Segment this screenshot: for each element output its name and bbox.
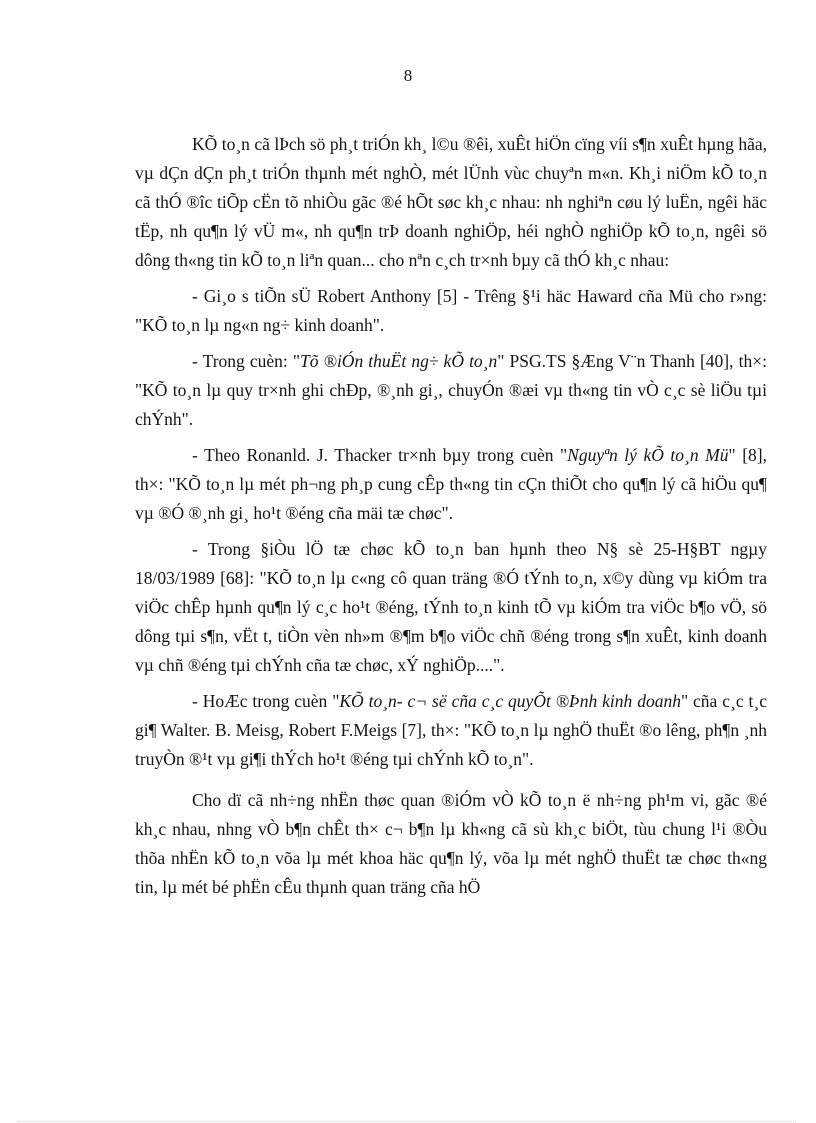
page-bottom-divider [18, 1121, 796, 1122]
paragraph-thacker [135, 441, 767, 528]
text-before-title: - Theo Ronanld. J. Thacker tr×nh bµy trong cuèn " [192, 445, 568, 465]
paragraph-regulation: - Trong §iÒu lÖ tæ chøc kÕ to¸n ban hµnh theo N§ sè 25-H§BT ngµy 18/03/1989 [68]: "KÕ to¸n lµ c«ng cô quan träng ®Ó tÝnh to¸n, x©y dùng vµ kiÓm tra viÖc chÊp hµnh qu¶n lý c¸c ho¹t ®éng, tÝnh to¸n kinh tÕ vµ kiÓm tra viÖc b¶o vÖ, sö dông tµi s¶n, vËt t, tiÒn vèn nh»m ®¶m b¶o viÖc chñ ®éng trong s¶n xuÊt, kinh doanh vµ chñ ®éng tµi chÝnh cña tæ chøc, xÝ nghiÖp....". [135, 539, 767, 675]
paragraph-intro: KÕ to¸n cã lÞch sö ph¸t triÓn kh¸ l©u ®êi, xuÊt hiÖn cïng víi s¶n xuÊt hµng hãa, vµ dÇn dÇn ph¸t triÓn thµnh mét nghÒ, mét lÜnh vùc chuyªn m«n. Kh¸i niÖm kÕ to¸n cã thÓ ®îc tiÕp cËn tõ nhiÒu gãc ®é hÕt søc kh¸c nhau: nh nghiªn cøu lý luËn, ngêi häc tËp, nh qu¶n lý vÜ m«, nh qu¶n trÞ doanh nghiÖp, héi nghÒ nghiÖp kÕ to¸n, ngêi sö dông th«ng tin kÕ to¸n liªn quan... cho nªn c¸ch tr×nh bµy cã thÓ kh¸c nhau: [135, 134, 767, 270]
text-after-title: " [8], th×: "KÕ to¸n lµ mét ph¬ng ph¸p cung cÊp th«ng tin cÇn thiÕt cho qu¶n lý cã hiÖu qu¶ vµ ®Ó ®¸nh gi¸ ho¹t ®éng cña mäi tæ chøc". [135, 445, 767, 523]
paragraph-meigs [135, 687, 767, 774]
book-title: Tõ ®iÓn thuËt ng÷ kÕ to¸n [300, 351, 498, 371]
body-text [135, 130, 767, 909]
text-after-title: " PSG.TS §Æng V¨n Thanh [40], th×: "KÕ to¸n lµ quy tr×nh ghi chÐp, ®¸nh gi¸, chuyÓn ®æi vµ th«ng tin vÒ c¸c sè liÖu tµi chÝnh". [135, 351, 767, 429]
book-title: KÕ to¸n- c¬ së cña c¸c quyÕt ®Þnh kinh doanh [339, 691, 681, 711]
text-after-title: " cña c¸c t¸c gi¶ Walter. B. Meisg, Robert F.Meigs [7], th×: "KÕ to¸n lµ nghÖ thuËt ®o lêng, ph¶n ¸nh truyÒn ®¹t vµ gi¶i thÝch ho¹t ®éng tµi chÝnh kÕ to¸n". [135, 691, 767, 769]
paragraph-anthony: - Gi¸o s tiÕn sÜ Robert Anthony [5] - Trêng §¹i häc Haward cña Mü cho r»ng: "KÕ to¸n lµ ng«n ng÷ kinh doanh". [135, 286, 767, 335]
page-number: 8 [403, 66, 413, 85]
paragraph-dictionary [135, 347, 767, 434]
book-title: Nguyªn lý kÕ to¸n Mü [567, 445, 729, 465]
paragraph-conclusion: Cho dï cã nh÷ng nhËn thøc quan ®iÓm vÒ kÕ to¸n ë nh÷ng ph¹m vi, gãc ®é kh¸c nhau, nhng vÒ b¶n chÊt th× c¬ b¶n lµ kh«ng cã sù kh¸c biÖt, tùu chung l¹i ®Òu thõa nhËn kÕ to¸n võa lµ mét khoa häc qu¶n lý, võa lµ mét nghÖ thuËt tæ chøc th«ng tin, lµ mét bé phËn cÊu thµnh quan träng cña hÖ [135, 790, 767, 897]
text-before-title: - Trong cuèn: " [192, 351, 301, 371]
text-before-title: - HoÆc trong cuèn " [192, 691, 340, 711]
